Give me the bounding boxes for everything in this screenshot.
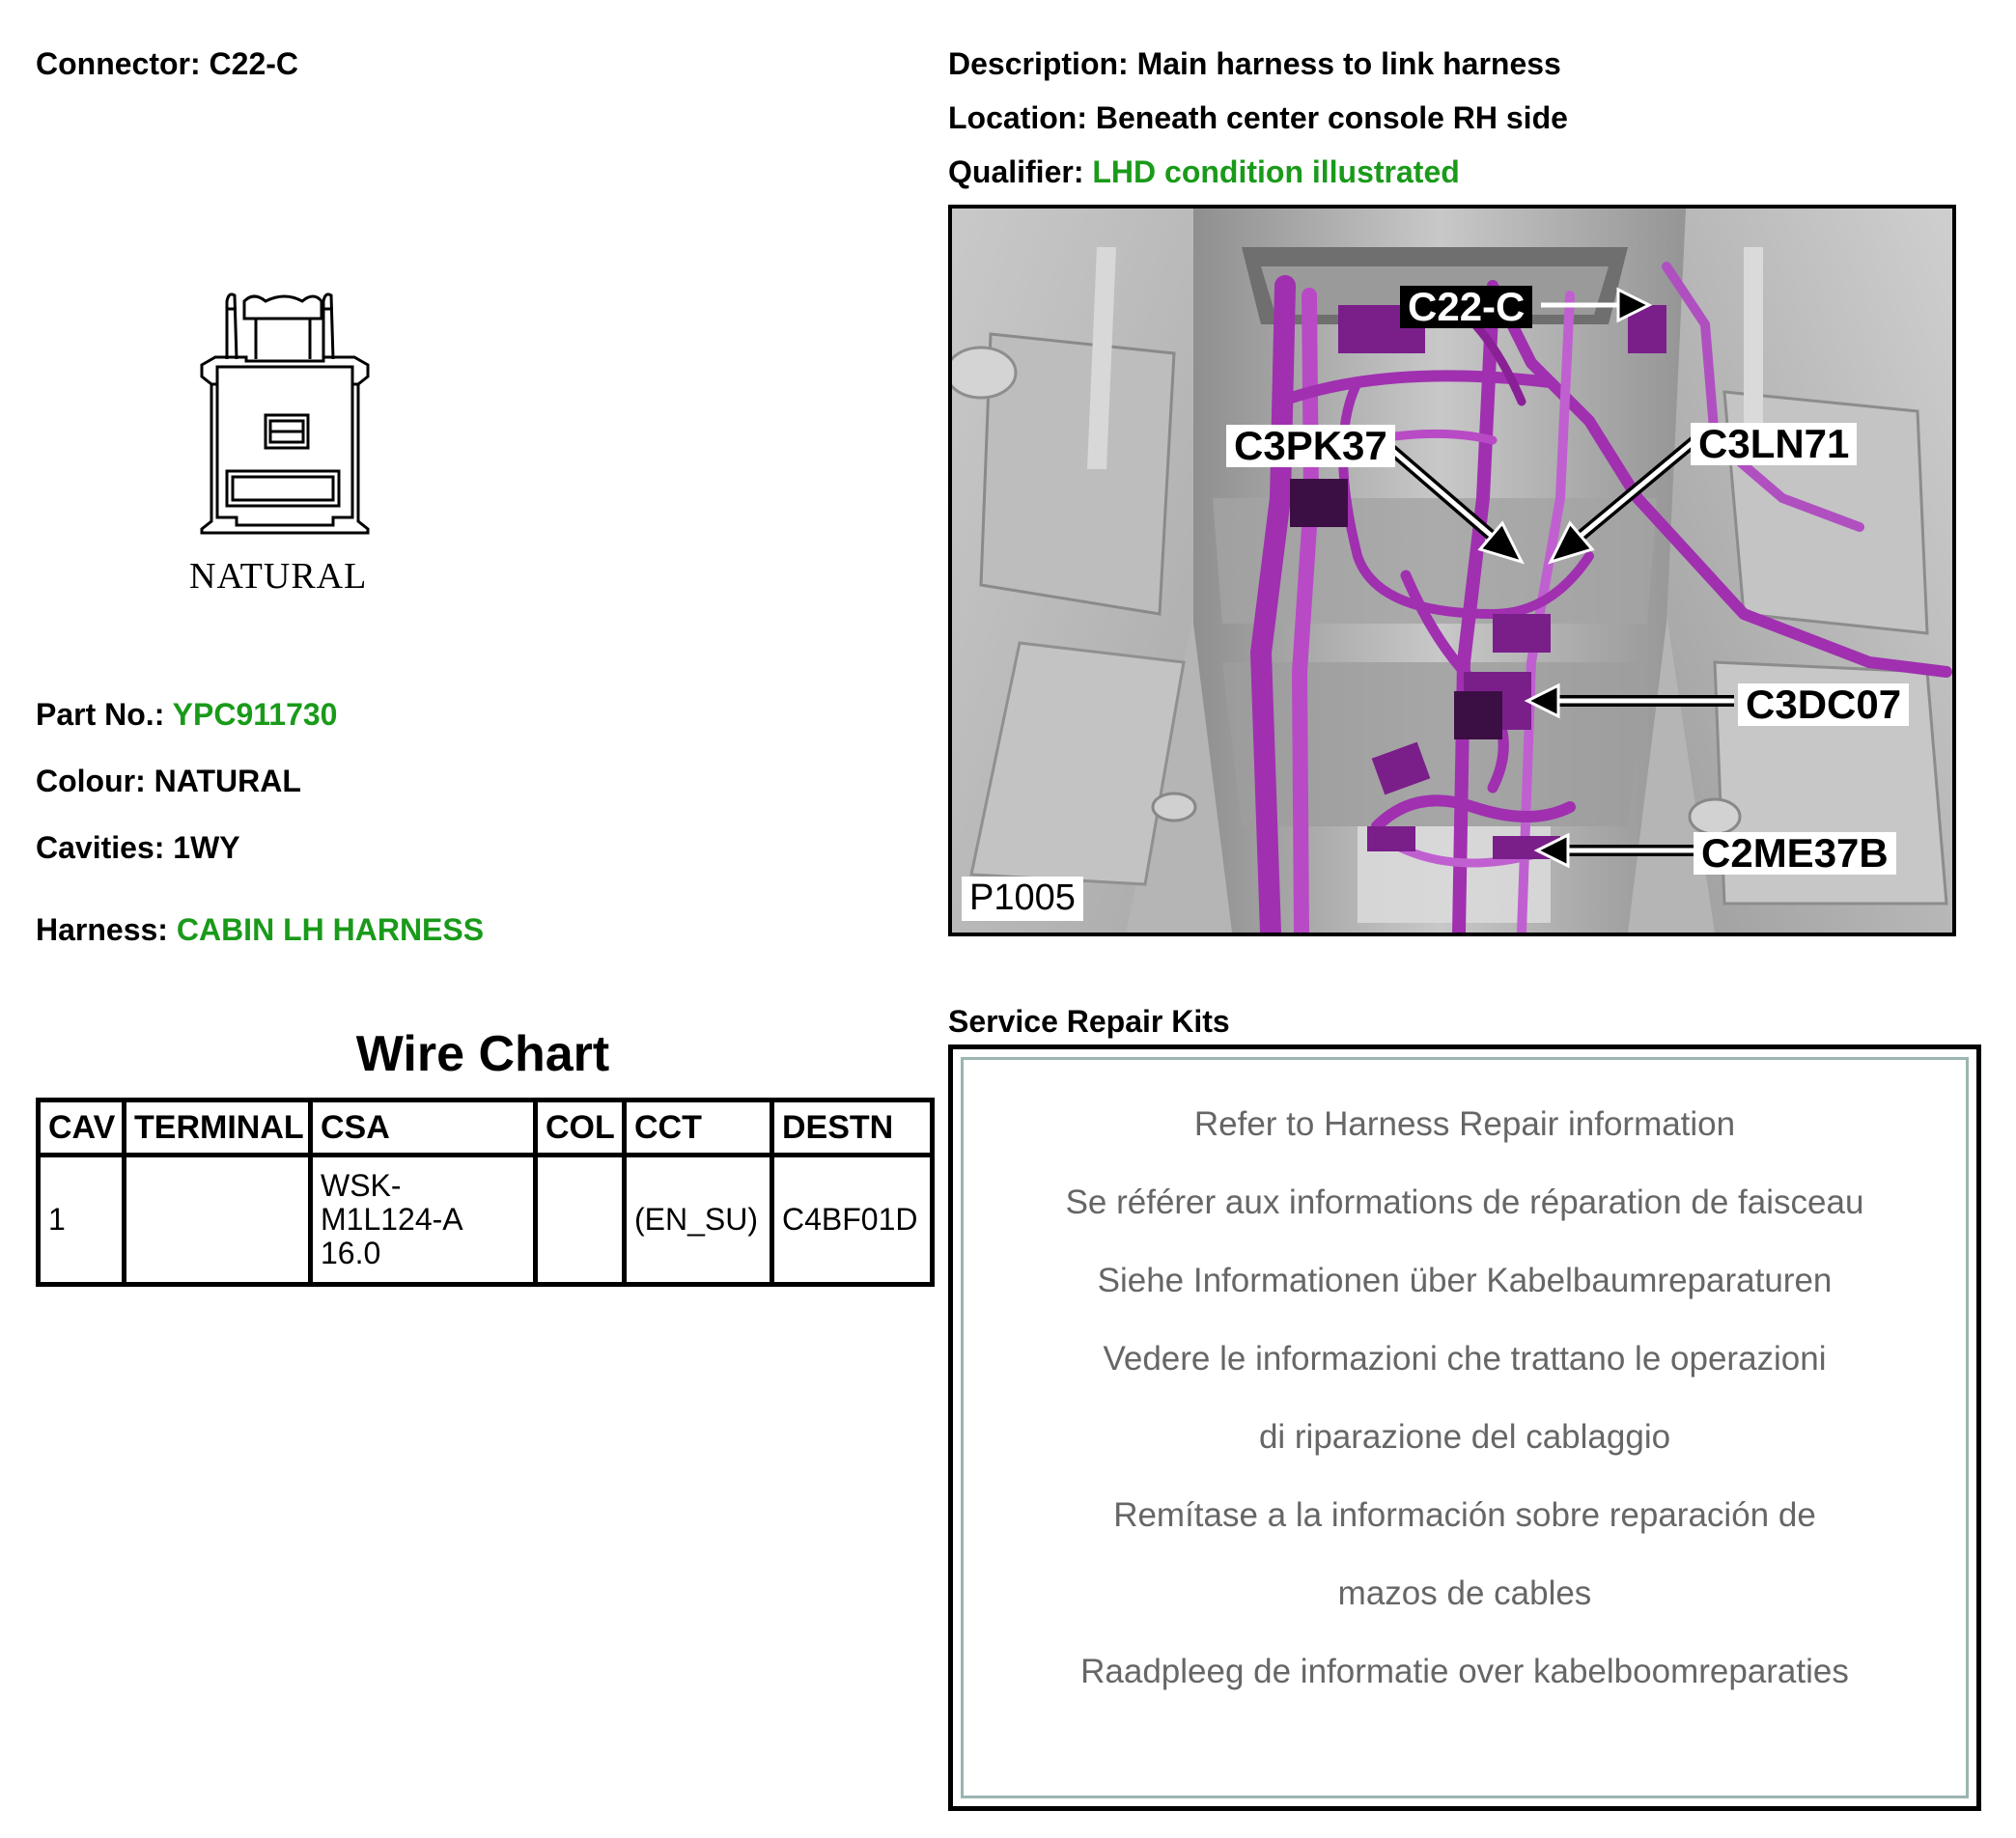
service-repair-kits-panel [948,1044,1981,1811]
service-repair-kits-heading: Service Repair Kits [948,1004,1230,1039]
callout-c2me37b: C2ME37B [1694,832,1896,875]
wire-chart-header-row [39,1100,933,1156]
kit-line-nl: Raadpleeg de informatie over kabelboomreparaties [1080,1653,1849,1690]
callout-c3pk37: C3PK37 [1226,425,1395,467]
photo-reference-label: P1005 [962,877,1083,921]
cell-destn: C4BF01D [772,1156,933,1285]
cavities-value: 1WY [173,830,240,865]
connector-drawing-label: NATURAL [189,556,368,597]
kit-line-fr: Se référer aux informations de réparation de faisceau [1065,1184,1864,1221]
kit-line-es-1: Remítase a la información sobre reparación de [1113,1496,1816,1534]
csa-line: 16.0 [321,1236,381,1271]
location-value: Beneath center console RH side [1095,100,1568,135]
kit-line-en: Refer to Harness Repair information [1193,1105,1736,1143]
callout-c22-c: C22-C [1400,286,1532,328]
description-label: Description: [948,46,1129,81]
connector-label: Connector: [36,46,201,81]
connector-field [36,48,298,79]
cell-col [536,1156,625,1285]
colour-field [36,766,301,796]
location-field [948,102,1568,133]
part-no-label: Part No.: [36,697,165,732]
cell-cct: (EN_SU) [625,1156,772,1285]
header-cav: CAV [39,1100,125,1156]
csa-line: WSK- [321,1167,402,1203]
harness-label: Harness: [36,912,168,947]
connector-value: C22-C [209,46,299,81]
cell-cav: 1 [39,1156,125,1285]
colour-label: Colour: [36,764,146,798]
colour-value: NATURAL [154,764,301,798]
kit-line-it-1: Vedere le informazioni che trattano le operazioni [1103,1340,1827,1378]
harness-link[interactable]: CABIN LH HARNESS [176,912,485,947]
location-label: Location: [948,100,1087,135]
qualifier-field [948,156,1460,187]
wire-chart-table [36,1098,935,1287]
wire-chart-title: Wire Chart [355,1026,610,1082]
callout-c3ln71: C3LN71 [1691,423,1857,465]
part-no-link[interactable]: YPC911730 [172,697,338,732]
table-row [39,1156,933,1285]
csa-line: M1L124-A [321,1201,463,1237]
qualifier-link[interactable]: LHD condition illustrated [1092,154,1460,189]
header-terminal: TERMINAL [125,1100,311,1156]
kit-line-it-2: di riparazione del cablaggio [1258,1418,1671,1456]
location-photo [948,205,1956,936]
part-no-field [36,699,337,730]
service-repair-kits-inner-frame [961,1057,1969,1798]
header-destn: DESTN [772,1100,933,1156]
callout-c3dc07: C3DC07 [1738,683,1909,726]
cavities-field [36,832,240,863]
description-value: Main harness to link harness [1136,46,1561,81]
kit-line-de: Siehe Informationen über Kabelbaumreparaturen [1097,1262,1833,1299]
header-cct: CCT [625,1100,772,1156]
qualifier-label: Qualifier: [948,154,1084,189]
description-field [948,48,1561,79]
kit-line-es-2: mazos de cables [1337,1574,1592,1612]
harness-field [36,914,484,945]
cavities-label: Cavities: [36,830,165,865]
connector-face-diagram [188,280,381,599]
cell-terminal [125,1156,311,1285]
header-csa: CSA [311,1100,536,1156]
header-col: COL [536,1100,625,1156]
cell-csa [311,1156,536,1285]
